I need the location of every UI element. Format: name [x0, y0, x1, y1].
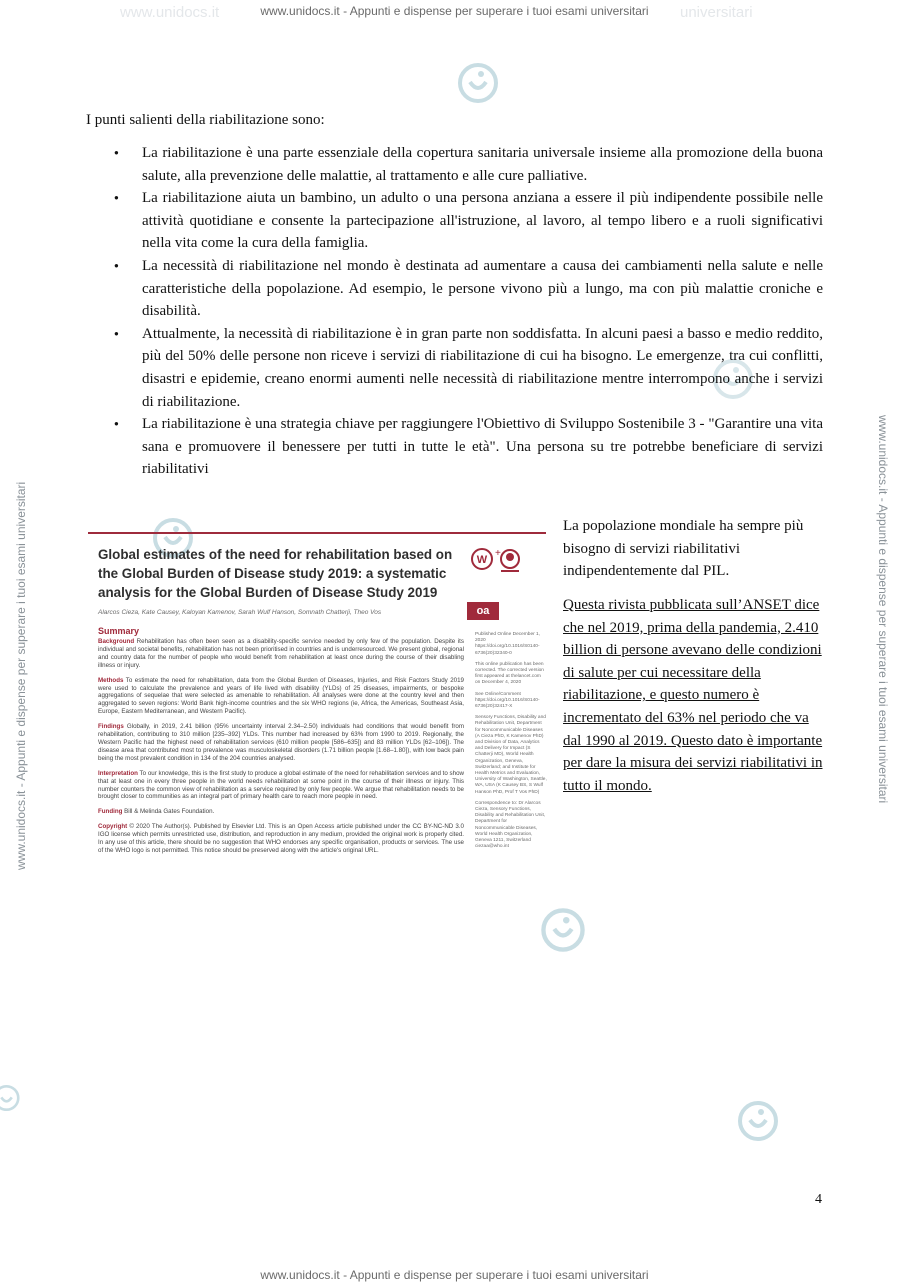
sidebar-note: Published Online December 1, 2020 https://doi.org/10.1016/S0140-6736(20)32340-0: [475, 632, 541, 656]
svg-text:+: +: [495, 548, 501, 559]
page-number: 4: [815, 1192, 822, 1207]
svg-text:W: W: [476, 554, 488, 566]
article-authors: Alarcos Cieza, Kate Causey, Kaloyan Kamenov, Sarah Wulf Hanson, Somnath Chatterji, Theo Vos: [98, 609, 382, 616]
abstract-paragraph: Interpretation To our knowledge, this is the first study to produce a global estimate of the need for rehabilitation services and to show that at least one in every three people in the world needs rehabilitation at some point in the course of their illness or injury. This number counters the common view of rehabilitation as a service required by only few people. We argue that rehabilitation needs to be brought closer to communities as an integral part of primary health care to reach more people in need.: [98, 769, 465, 801]
sidebar-note: See Online/Comment https://doi.org/10.1016/S0140-6736(20)32417-X: [475, 691, 540, 710]
article-summary-heading: Summary: [98, 626, 140, 636]
article-abstract: [98, 638, 464, 862]
sidebar-note: This online publication has been corrected. The corrected version first appeared at thelancet.com on December 4, 2020: [475, 661, 544, 686]
article-sidebar: [475, 632, 547, 856]
side-note-underlined: Questa rivista pubblicata sull’ANSET dice che nel 2019, prima della pandemia, 2.410 billion di persone avevano delle condizioni di salute per cui necessitare della riabilitazione, e questo numero è incrementato del 63% nel periodo che va dal 1990 al 2019. Questo dato è importante per dare la misura dei servizi riabilitativi in tutto il mondo.: [563, 597, 823, 794]
sidebar-note: Correspondence to: Dr Alarcos Cieza, Sensory Functions, Disability and Rehabilitation Unit, Department for Noncommunicable Diseases, World Health Organization, Geneva 1211, Switzerland ciezaa@who.int: [475, 800, 546, 850]
bullet-item: ● La riabilitazione è una parte essenziale della copertura sanitaria universale insieme alla promozione della buona salute, alla prevenzione delle malattie, al trattamento e alle cure palliative.: [86, 142, 823, 187]
open-access-badge: oa: [467, 602, 499, 620]
bullet-item: ● Attualmente, la necessità di riabilitazione è in gran parte non soddisfatta. In alcuni paesi a basso e medio reddito, più del 50% delle persone non riceve i servizi di riabilitazione di cui ha bisogno. Le emergenze, tra cui conflitti, disastri e epidemie, creano enormi aumenti nelle necessità di riabilitazione mentre interrompono anche i servizi di riabilitazione.: [86, 323, 823, 413]
watermark-ghost-left: www.unidocs.it: [120, 4, 220, 21]
watermark-logo-icon: [455, 60, 501, 106]
abstract-paragraph: Copyright © 2020 The Author(s). Published by Elsevier Ltd. This is an Open Access article published under the CC BY-NC-ND 3.0 IGO license which permits unrestricted use, distribution, and reproduction in any medium, provided the original work is properly cited. In any use of this article, there should be no suggestion that WHO endorses any specific organisation, products or services. The use of the WHO logo is not permitted. This notice should be preserved along with the article's original URL.: [98, 823, 464, 854]
abstract-paragraph: Background Rehabilitation has often been seen as a disability-specific service needed by only few of the population. Despite its individual and societal benefits, rehabilitation has not been prioritised in countries and is underresourced. We present global, regional and country data for the number of people who would benefit from rehabilitation at least once during the course of their disabling illness or injury.: [98, 638, 464, 669]
intro-text: I punti salienti della riabilitazione sono:: [86, 112, 325, 128]
article-title: Global estimates of the need for rehabilitation based on the Global Burden of Disease study 2019: a systematic analysis for the Global Burden of Disease Study 2019: [98, 547, 453, 600]
watermark-logo-icon: [735, 1098, 781, 1144]
watermark-logo-icon: [0, 1075, 30, 1121]
abstract-paragraph: Findings Globally, in 2019, 2.41 billion (95% uncertainty interval 2.34–2.50) individuals had conditions that would benefit from rehabilitation, contributing to 310 million [235–392] YLDs. This number had increased by 63% from 1990 to 2019. Regionally, the Western Pacific had the highest need of rehabilitation services (610 million people [586–635]) and 83 million YLDs [62–106]). The disease area that contributed most to prevalence was musculoskeletal disorders (1.71 billion people [1.68–1.80]), with low back pain being the most prevalent condition in 134 of the 204 countries analysed.: [98, 723, 464, 762]
article-excerpt-image: [88, 532, 546, 932]
bullet-item: ● La riabilitazione è una strategia chiave per raggiungere l'Obiettivo di Sviluppo Sostenibile 3 - "Garantire una vita sana e promuovere il benessere per tutti in tutte le età". Una persona su tre potrebbe beneficiare di servizi riabilitativi: [86, 413, 823, 481]
bullet-item: ● La riabilitazione aiuta un bambino, un adulto o una persona anziana a essere il più indipendente possibile nelle attività quotidiane e consente la partecipazione all'istruzione, al lavoro, al tempo libero e a ruoli significativi nella vita come la cura della famiglia.: [86, 187, 823, 255]
bullet-item: ● La necessità di riabilitazione nel mondo è destinata ad aumentare a causa dei cambiamenti nella salute e nelle caratteristiche della popolazione. Ad esempio, le persone vivono più a lungo, ma con più malattie croniche e disabilità.: [86, 255, 823, 323]
watermark-ghost-right: universitari: [680, 4, 753, 21]
bullet-list: [86, 142, 823, 481]
watermark-side-left: www.unidocs.it - Appunti e dispense per superare i tuoi esami universitari: [14, 481, 28, 870]
watermark-footer: www.unidocs.it - Appunti e dispense per superare i tuoi esami universitari: [260, 1268, 649, 1282]
side-note-text: La popolazione mondiale ha sempre più bisogno di servizi riabilitativi indipendentemente dal PIL.: [563, 518, 804, 580]
journal-logo-icon: [470, 546, 526, 578]
abstract-paragraph: Methods To estimate the need for rehabilitation, data from the Global Burden of Diseases, Injuries, and Risk Factors Study 2019 were used to calculate the prevalence and years of life lived with disability (YLDs) of 25 diseases, impairments, or bespoke aggregations of sequelae that were selected as amenable to rehabilitation. All analyses were done at the country level and then aggregated to seven regions: World Bank high-income countries and the six WHO regions (ie, Africa, the Americas, Southeast Asia, Europe, Eastern Mediterranean, and Western Pacific).: [98, 676, 464, 716]
sidebar-note: Sensory Functions, Disability and Rehabilitation Unit, Department for Noncommunicable Diseases (A Cieza PhD, K Kamenov PhD) and Division of Data, Analytics and Delivery for Impact (S Chatterji MD), World Health Organization, Geneva, Switzerland; and Institute for Health Metrics and Evaluation, University of Washington, Seattle, WA, USA (K Causey BS, S Wulf Hanson PhD, Prof T Vos PhD): [475, 715, 547, 795]
abstract-paragraph: Funding Bill & Melinda Gates Foundation.: [98, 808, 215, 816]
article-top-rule: [88, 532, 546, 534]
watermark-header: www.unidocs.it - Appunti e dispense per superare i tuoi esami universitari: [260, 4, 649, 18]
watermark-side-right: www.unidocs.it - Appunti e dispense per superare i tuoi esami universitari: [876, 415, 890, 804]
